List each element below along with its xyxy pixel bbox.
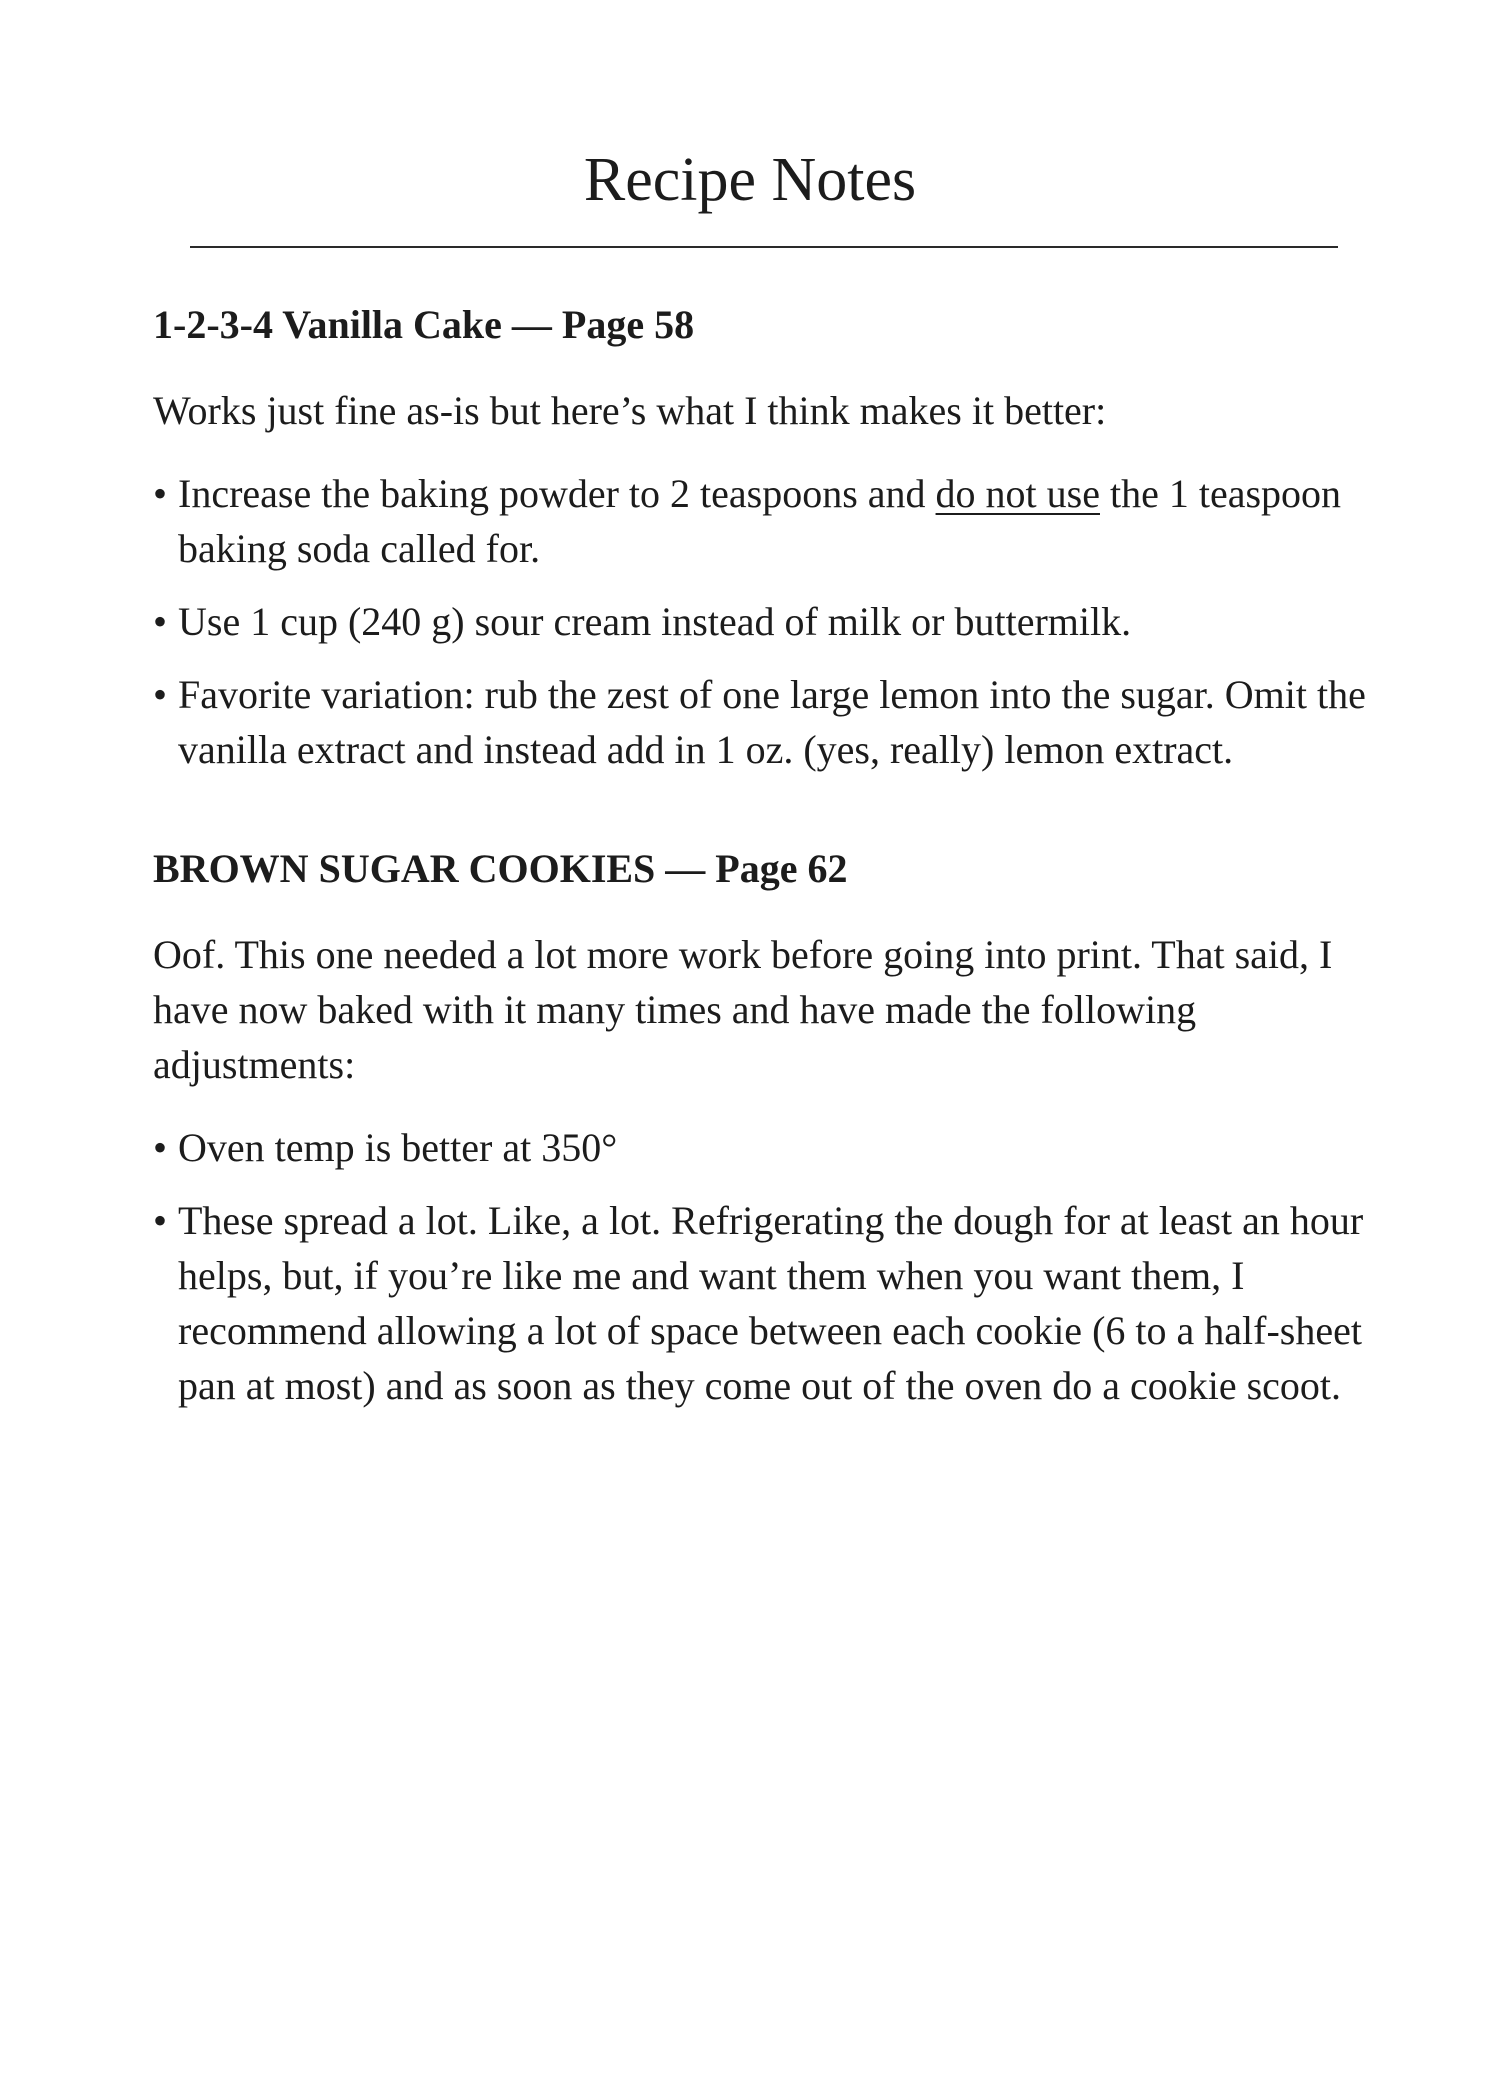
bullet-list — [153, 466, 1383, 777]
section-heading: 1-2-3-4 Vanilla Cake — Page 58 — [153, 302, 695, 347]
notes-content — [153, 295, 1383, 1431]
bullet-text: These spread a lot. Like, a lot. Refrigerating the dough for at least an hour helps, but, if you’re like me and want them when you want them, I recommend allowing a lot of space between each cookie (6 to a half-sheet pan at most) and as soon as they come out of the oven do a cookie scoot. — [178, 1198, 1364, 1408]
page-title: Recipe Notes — [583, 146, 917, 214]
bullet-text: Oven temp is better at 350° — [178, 1125, 618, 1170]
bullet-item — [153, 667, 1383, 777]
bullet-item — [153, 594, 1383, 649]
underlined-text: do not use — [935, 471, 1100, 516]
bullet-text: Increase the baking powder to 2 teaspoons and — [178, 471, 936, 516]
section-intro: Oof. This one needed a lot more work before going into print. That said, I have now baked with it many times and have made the following adjustments: — [153, 932, 1333, 1087]
bullet-item — [153, 466, 1383, 576]
section-vanilla-cake — [153, 295, 1383, 777]
section-brown-sugar-cookies — [153, 839, 1383, 1413]
section-heading: BROWN SUGAR COOKIES — Page 62 — [153, 846, 848, 891]
bullet-item — [153, 1120, 1383, 1175]
bullet-text: Use 1 cup (240 g) sour cream instead of milk or buttermilk. — [178, 599, 1132, 644]
section-spacer — [153, 795, 1383, 839]
bullet-item — [153, 1193, 1383, 1413]
title-divider — [190, 246, 1338, 248]
section-intro: Works just fine as-is but here’s what I think makes it better: — [153, 388, 1107, 433]
bullet-text: Favorite variation: rub the zest of one large lemon into the sugar. Omit the vanilla extract and instead add in 1 oz. (yes, really) lemon extract. — [178, 672, 1366, 772]
bullet-list — [153, 1120, 1383, 1413]
bullet-text: the 1 teaspoon baking soda called for. — [178, 471, 1342, 571]
